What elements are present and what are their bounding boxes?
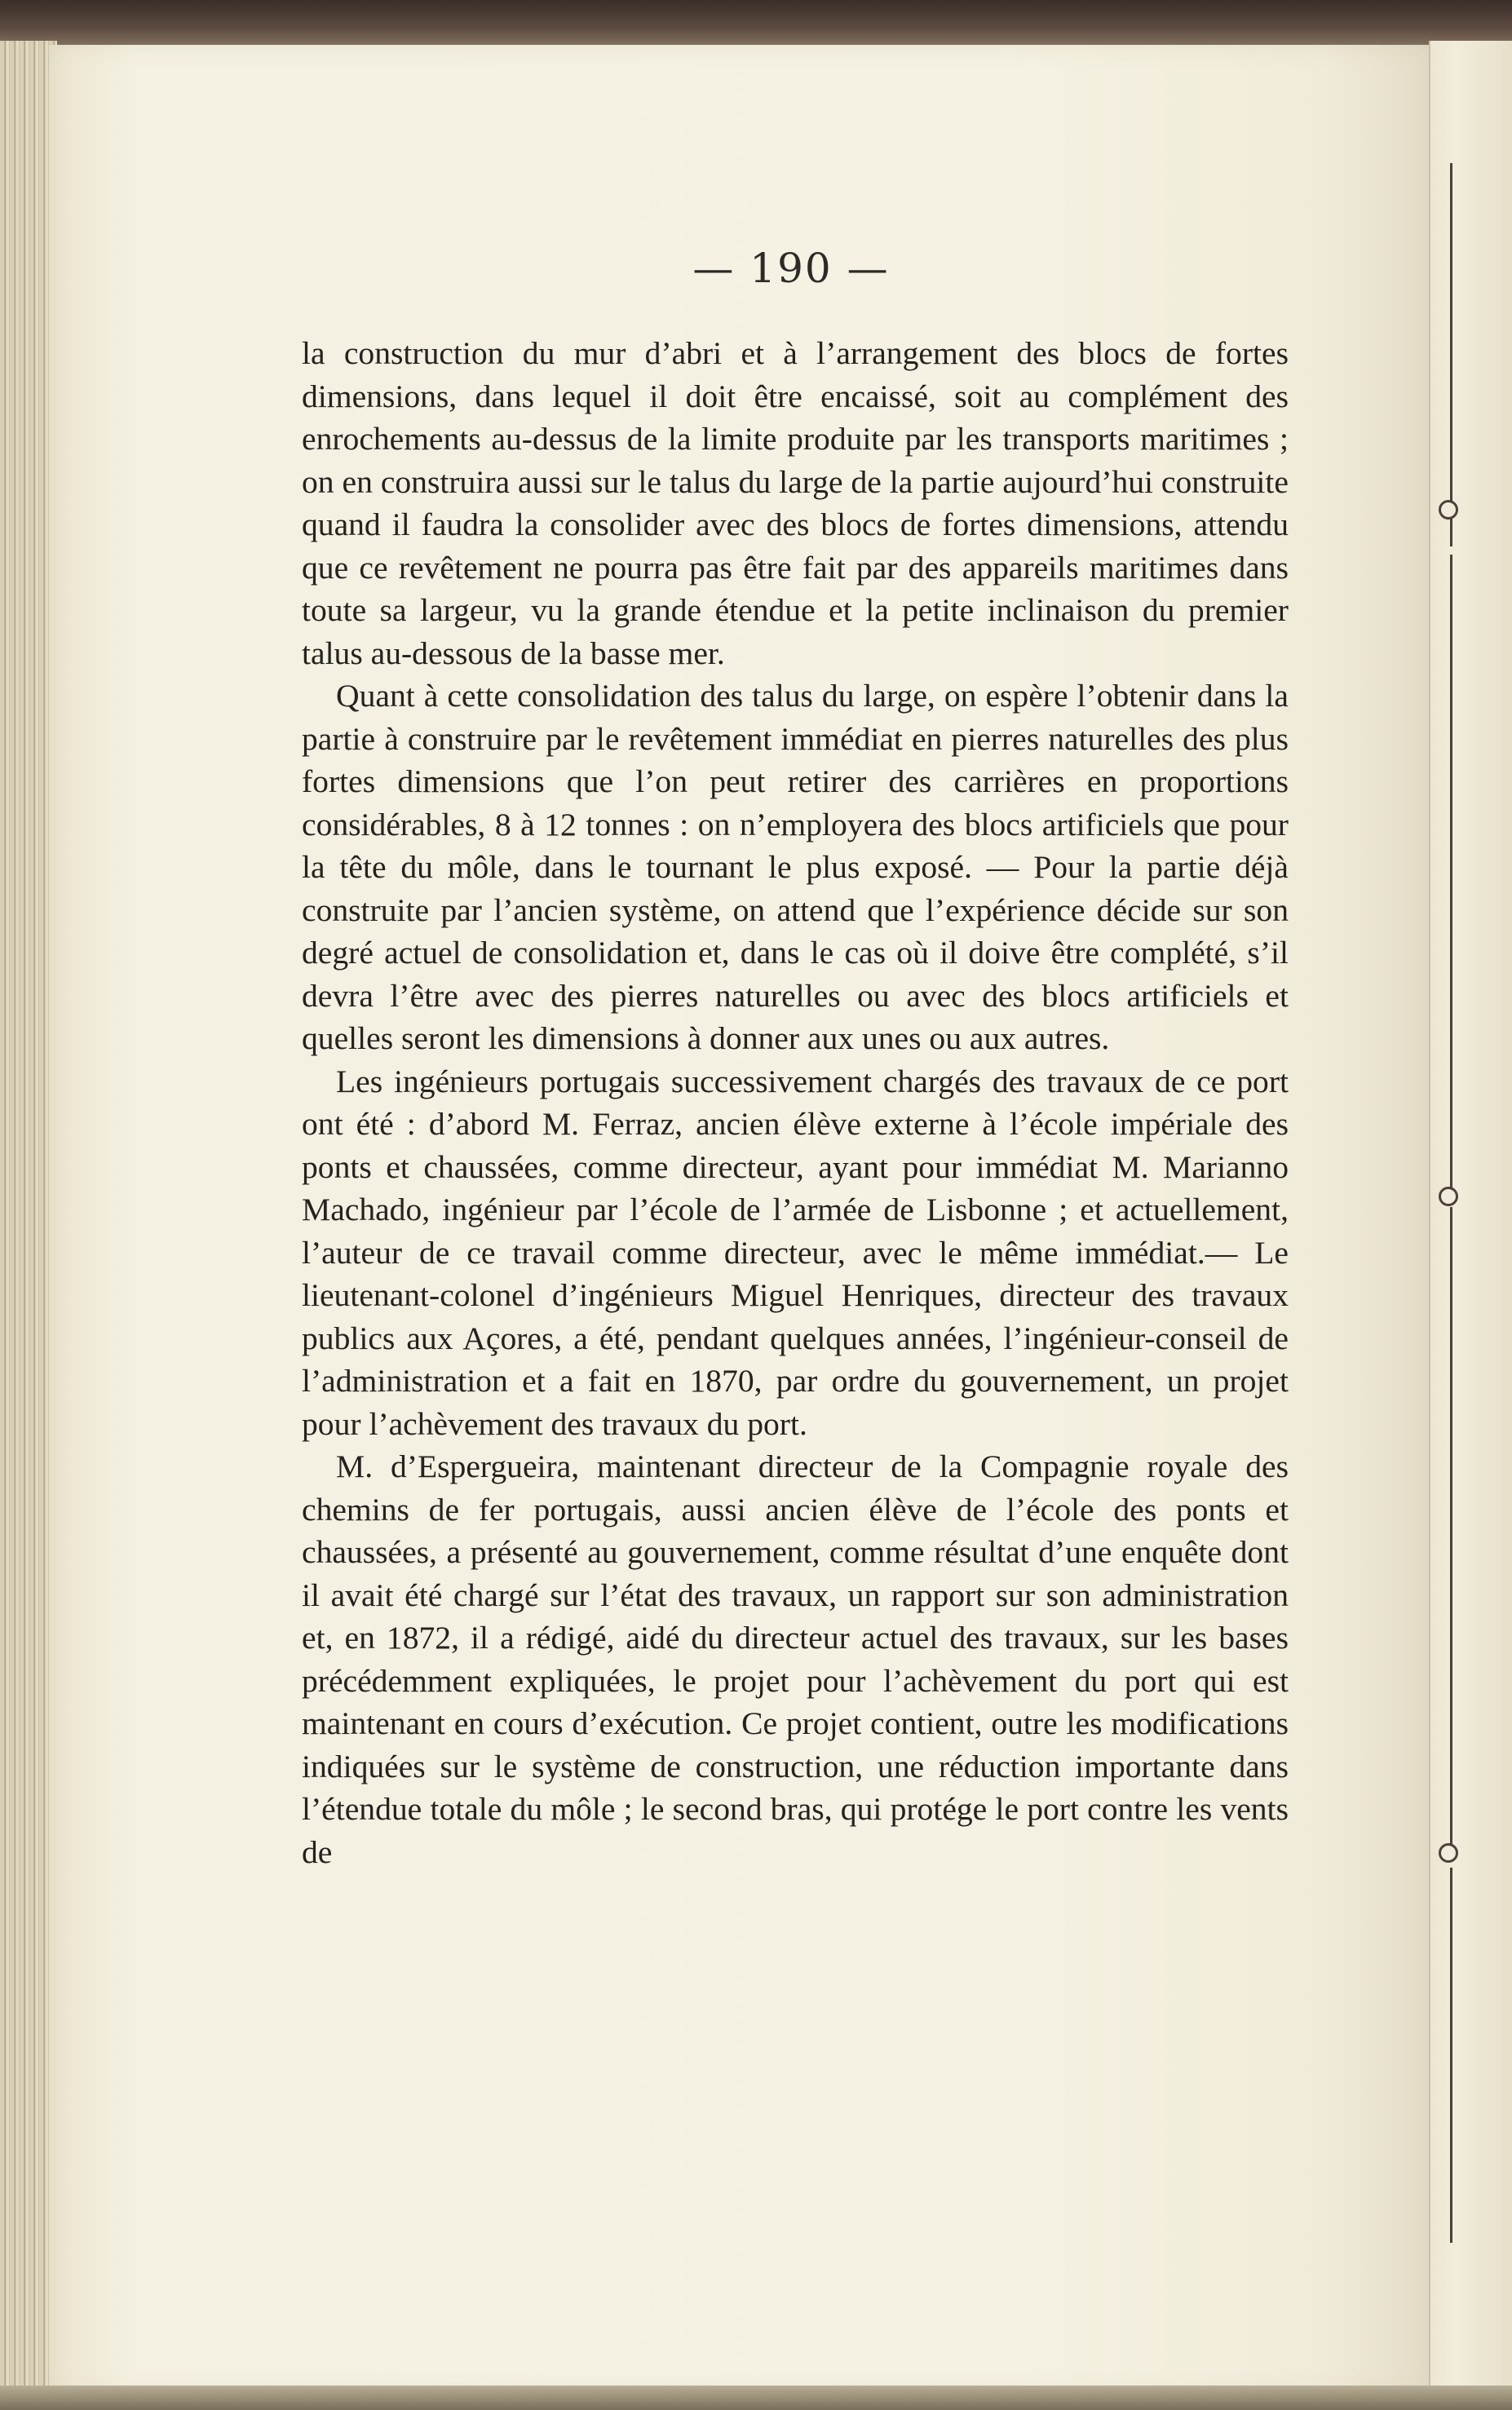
- paragraph: Les ingénieurs portugais successivement chargés des travaux de ce port ont été : d’abord M. Ferraz, ancien élève externe à l’école impériale des ponts et chaussées, comme directeur, ayant pour immédiat M. Marianno Machado, ingénieur par l’école de l’armée de Lisbonne ; et actuellement, l’auteur de ce travail comme directeur, avec le même immédiat.— Le lieutenant-colonel d’ingénieurs Miguel Henriques, directeur des travaux publics aux Açores, a été, pendant quelques années, l’ingénieur-conseil de l’administration et a fait en 1870, par ordre du gouvernement, un projet pour l’achèvement des travaux du port.: [302, 1063, 1289, 1442]
- page-number: — 190 —: [692, 245, 890, 292]
- edge-tab-nub: [1439, 1187, 1458, 1206]
- paragraph: Quant à cette consolidation des talus du large, on espère l’obtenir dans la partie à construire par le revêtement immédiat en pierres naturelles des plus fortes dimensions que l’on peut retirer des carrières en proportions considérables, 8 à 12 tonnes : on n’employera des blocs artificiels que pour la tête du môle, dans le tournant le plus exposé. — Pour la partie déjà construite par l’ancien système, on attend que l’expérience décide sur son degré actuel de consolidation et, dans le cas où il doive être complété, s’il devra l’être avec des pierres naturelles ou avec des blocs artificiels et quelles seront les dimensions à donner aux unes ou aux autres.: [302, 678, 1289, 1056]
- right-page-edge: [1429, 41, 1512, 2410]
- edge-tab-marker: [1450, 163, 1452, 546]
- edge-tab-marker: [1450, 1868, 1452, 2243]
- binding-edge: [0, 0, 1512, 51]
- paragraph: M. d’Espergueira, maintenant directeur de la Compagnie royale des chemins de fer portugais, aussi ancien élève de l’école des ponts et chaussées, a présenté au gouvernement, comme résultat d’une enquête dont il avait été chargé sur l’état des travaux, un rapport sur son administration et, en 1872, il a rédigé, aidé du directeur actuel des travaux, sur les bases précédemment expliquées, le projet pour l’achèvement du port qui est maintenant en cours d’exécution. Ce projet contient, outre les modifications indiquées sur le système de construction, une réduction importante dans l’étendue totale du môle ; le second bras, qui protége le port contre les vents de: [302, 1448, 1289, 1870]
- bottom-page-edge: [0, 2386, 1512, 2410]
- edge-tab-nub: [1439, 1843, 1458, 1863]
- edge-tab-marker: [1450, 1207, 1452, 1859]
- body-text: [302, 332, 1289, 1873]
- edge-tab-nub: [1439, 500, 1458, 520]
- edge-tab-marker: [1450, 555, 1452, 1191]
- paragraph: la construction du mur d’abri et à l’arrangement des blocs de fortes dimensions, dans lequel il doit être encaissé, soit au complément des enrochements au-dessus de la limite produite par les transports maritimes ; on en construira aussi sur le talus du large de la partie aujourd’hui construite quand il faudra la consolider avec des blocs de fortes dimensions, attendu que ce revêtement ne pourra pas être fait par des appareils maritimes dans toute sa largeur, vu la grande étendue et la petite inclinaison du premier talus au-dessous de la basse mer.: [302, 335, 1289, 671]
